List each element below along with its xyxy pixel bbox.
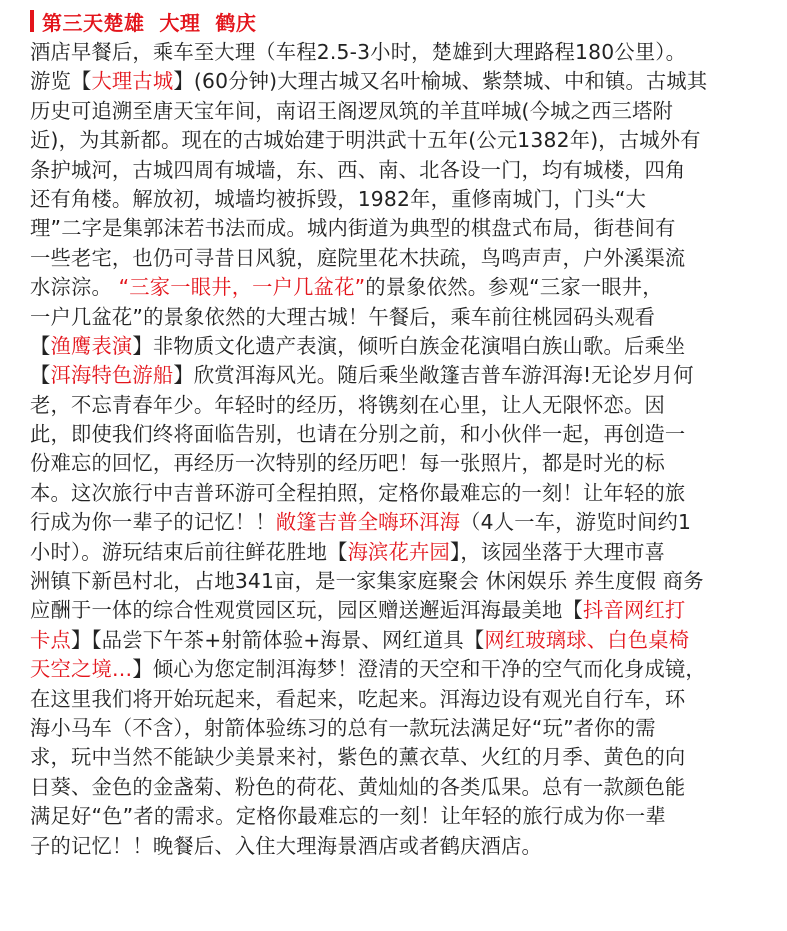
text-line [30,567,765,596]
body-text-segment: 还有角楼。解放初，城墙均被拆毁，1982年，重修南城门，门头“大 [30,186,647,211]
body-text-segment: （4人一车，游览时间约1 [460,510,692,535]
text-line [30,655,765,684]
highlight-text: 抖音网红打 [583,598,686,623]
text-line [30,303,765,332]
highlight-text: 大理古城 [91,69,174,94]
body-text-segment: 求，玩中当然不能缺少美景来衬，紫色的薰衣草、火红的月季、黄色的向 [30,745,686,770]
body-text-segment: 】【品尝下午茶+射箭体验+海景、网红道具【 [70,627,485,652]
body-text-segment: 酒店早餐后，乘车至大理（车程2.5-3小时，楚雄到大理路程180公里）。 [30,40,687,64]
body-text-segment: 条护城河，古城四周有城墙，东、西、南、北各设一门，均有城楼，四角 [30,157,686,182]
body-text-segment: 的景象依然。参观“三家一眼井， [365,275,663,300]
body-text-segment: 】倾心为您定制洱海梦！澄清的天空和干净的空气而化身成镜， [132,657,706,682]
body-text-segment: 】(60分钟)大理古城又名叶榆城、紫禁城、中和镇。古城其 [173,69,708,94]
text-line [30,508,765,537]
body-text-segment: 行成为你一辈子的记忆！！ [30,510,276,535]
body-text-segment: 理”二字是集郭沫若书法而成。城内街道为典型的棋盘式布局，街巷间有 [30,216,676,241]
body-text-segment: 满足好“色”者的需求。定格你最难忘的一刻！让年轻的旅行成为你一辈 [30,804,666,829]
body-text-segment: 老，不忘青春年少。年轻时的经历，将镌刻在心里，让人无限怀恋。因 [30,392,665,417]
body-text-segment: 日葵、金色的金盏菊、粉色的荷花、黄灿灿的各类瓜果。总有一款颜色能 [30,774,686,799]
text-line [30,714,765,743]
text-line [30,185,765,214]
highlight-text: 洱海特色游船 [50,363,174,388]
text-line [30,685,765,714]
text-line [30,361,765,390]
body-text-segment: 在这里我们将开始玩起来，看起来，吃起来。洱海边设有观光自行车，环 [30,686,686,711]
text-line [30,97,765,126]
body-text-segment: 洲镇下新邑村北，占地341亩，是一家集家庭聚会 休闲娱乐 养生度假 商务 [30,569,704,594]
page-title: 第三天楚雄 大理 鹤庆 [42,10,257,35]
body-text-segment: 一些老宅，也仍可寻昔日风貌，庭院里花木扶疏，鸟鸣声声，户外溪渠流 [30,245,686,270]
highlight-text: 海滨花卉园 [347,539,450,564]
body-text-segment: 应酬于一体的综合性观赏园区玩，园区赠送邂逅洱海最美地【 [30,598,583,623]
body-text-segment: 本。这次旅行中吉普环游可全程拍照，定格你最难忘的一刻！让年轻的旅 [30,480,686,505]
text-line [30,773,765,802]
text-line [30,332,765,361]
body-text-segment: 历史可追溯至唐天宝年间，南诏王阁逻凤筑的羊苴咩城(今城之西三塔附 [30,98,674,123]
text-line [30,596,765,625]
highlight-text: 卡点 [30,627,71,652]
text-line [30,832,765,861]
text-line [30,802,765,831]
highlight-text: “三家一眼井，一户几盆花” [118,275,366,300]
day-heading [30,6,256,36]
body-text-segment: 此，即使我们终将面临告别，也请在分别之前，和小伙伴一起，再创造一 [30,422,686,447]
text-line [30,538,765,567]
body-text-segment: 小时）。游玩结束后前往鲜花胜地【 [30,539,348,564]
heading-accent-bar [30,10,34,32]
text-line [30,244,765,273]
text-line [30,449,765,478]
highlight-text: 敞篷吉普全嗨环洱海 [275,510,461,535]
body-text-segment: 子的记忆！！晚餐后、入住大理海景酒店或者鹤庆酒店。 [30,833,543,858]
text-line [30,479,765,508]
body-text-segment: 海小马车（不含），射箭体验练习的总有一款玩法满足好“玩”者你的需 [30,715,656,740]
body-text-segment: 【 [30,363,51,388]
body-text-segment: 】欣赏洱海风光。随后乘坐敞篷吉普车游洱海!无论岁月何 [173,363,694,388]
body-text-segment: 份难忘的回忆，再经历一次特别的经历吧！每一张照片，都是时光的标 [30,451,665,476]
body-text-segment: 一户几盆花”的景象依然的大理古城！午餐后，乘车前往桃园码头观看 [30,304,656,329]
text-line [30,214,765,243]
body-text-segment: 水淙淙。 [30,275,119,300]
highlight-text: 天空之境… [30,657,133,682]
highlight-text: 渔鹰表演 [50,333,133,358]
text-line [30,126,765,155]
text-line [30,743,765,772]
text-line [30,391,765,420]
text-line [30,67,765,96]
text-line [30,156,765,185]
body-text-segment: 近)，为其新都。现在的古城始建于明洪武十五年(公元1382年)，古城外有 [30,128,701,153]
body-text-segment: 游览【 [30,69,92,94]
text-line [30,420,765,449]
text-line [30,626,765,655]
body-text-segment: 【 [30,333,51,358]
highlight-text: 网红玻璃球、白色桌椅 [484,627,690,652]
text-line [30,38,765,67]
text-line [30,273,765,302]
itinerary-text [30,38,765,861]
body-text-segment: 】非物质文化遗产表演，倾听白族金花演唱白族山歌。后乘坐 [132,333,686,358]
body-text-segment: 】，该园坐落于大理市喜 [449,539,666,564]
